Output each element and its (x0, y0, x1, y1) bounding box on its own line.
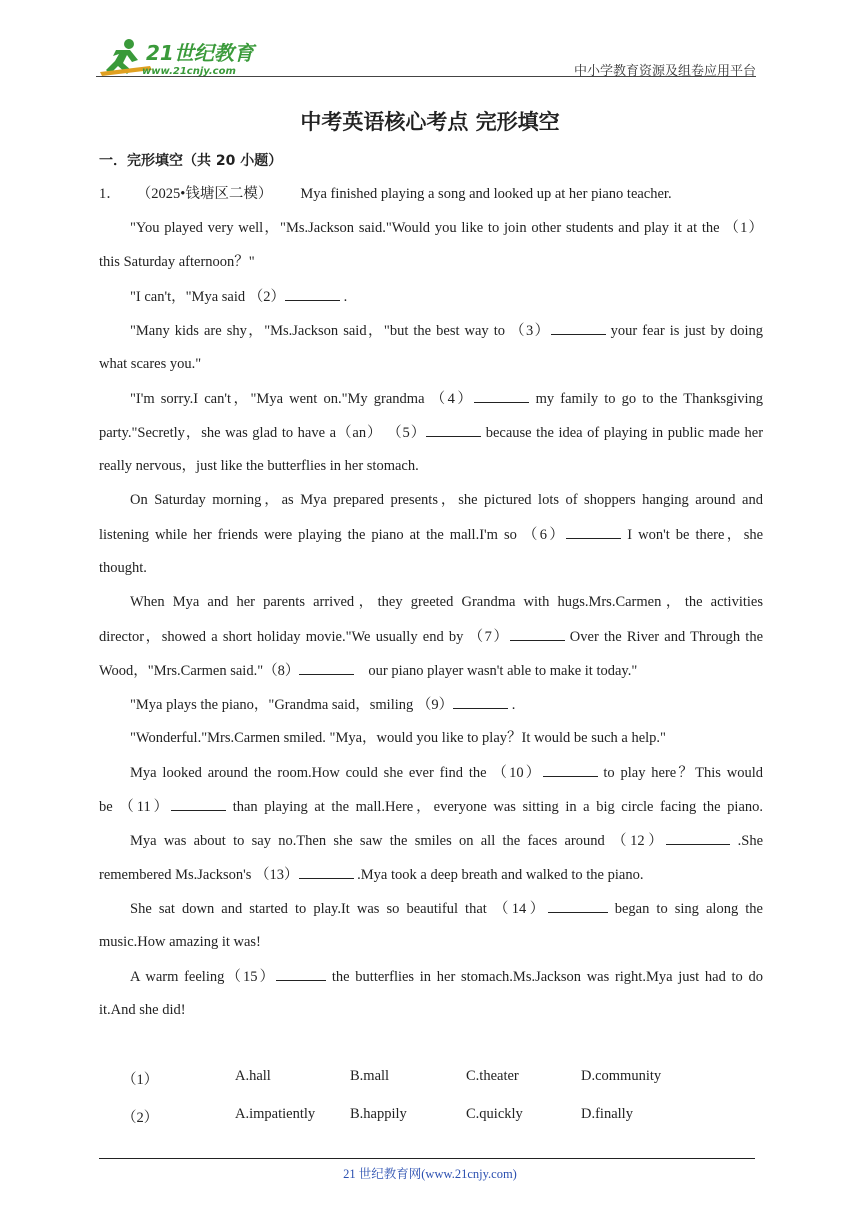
header-platform-text: 中小学教育资源及组卷应用平台 (573, 64, 756, 79)
option-d[interactable]: D.finally (581, 1106, 633, 1122)
passage-text: Mya was about to say no.Then she saw the smiles on all the faces around (130, 833, 605, 849)
blank-number: （4） (430, 391, 475, 407)
passage-text: On Saturday morning，as Mya prepared presents，she pictured lots of shoppers hanging around and (130, 492, 763, 508)
passage-text: When Mya and her parents arrived，they greeted Grandma with hugs.Mrs.Carmen，the activities (130, 594, 763, 610)
passage-text: A warm feeling (130, 969, 225, 985)
option-c[interactable]: C.theater (466, 1068, 519, 1084)
passage-text: be (99, 799, 113, 815)
passage-text: .Mya took a deep breath and walked to the piano. (357, 867, 644, 883)
passage-line (99, 1000, 763, 1020)
answer-blank[interactable] (666, 830, 730, 845)
option-a[interactable]: A.hall (235, 1068, 271, 1084)
answer-blank[interactable] (510, 626, 565, 641)
passage-text: music.How amazing it was! (99, 934, 261, 950)
passage-text: the butterflies in her stomach.Ms.Jackson was right.Mya just had to do (331, 969, 763, 985)
passage-line (99, 252, 763, 272)
answer-blank[interactable] (426, 422, 481, 437)
passage-line (130, 218, 763, 238)
option-row (0, 1106, 860, 1128)
passage-text: "I can't，"Mya said (130, 289, 246, 305)
passage-text: Over the River and Through the (569, 629, 764, 645)
page-title: 中考英语核心考点 完形填空 (300, 110, 560, 134)
passage-line (130, 898, 763, 919)
blank-number: （15） (224, 969, 277, 985)
passage-line (99, 456, 763, 476)
blank-number: （3） (510, 323, 551, 339)
passage-text: "You played very well，"Ms.Jackson said."Would you like to join other students and play it at the (130, 220, 720, 236)
option-b[interactable]: B.mall (350, 1068, 390, 1084)
passage-text: She sat down and started to play.It was so beautiful that (130, 901, 487, 917)
passage-text: listening while her friends were playing the piano at the mall.I'm so (99, 527, 517, 543)
passage-text: because the idea of playing in public made her (485, 425, 764, 441)
passage-text: really nervous，just like the butterflies in her stomach. (99, 458, 419, 474)
blank-number: （10） (492, 765, 543, 781)
question-number: 1． (99, 186, 121, 202)
passage-text: than playing at the mall.Here，everyone was sitting in a big circle facing the piano. (232, 799, 764, 815)
passage-text: thought. (99, 560, 147, 576)
passage-line (99, 524, 763, 545)
passage-text: began to sing along the (614, 901, 763, 917)
option-c[interactable]: C.quickly (466, 1106, 523, 1122)
passage-text: to play here？This would (603, 765, 764, 781)
passage-line (130, 286, 763, 307)
passage-text: . (511, 697, 516, 713)
blank-number: （8） (263, 663, 300, 679)
passage-text: "Mya plays the piano，"Grandma said，smiling (130, 697, 414, 713)
blank-number: （1） (724, 220, 764, 236)
passage-line (130, 490, 763, 510)
answer-blank[interactable] (543, 762, 598, 777)
answer-blank[interactable] (566, 524, 621, 539)
passage-line (130, 762, 763, 783)
passage-text: this Saturday afternoon？" (99, 254, 255, 270)
blank-number: （2） (248, 289, 285, 305)
blank-number: （6） (522, 527, 567, 543)
answer-blank[interactable] (453, 694, 508, 709)
passage-line (130, 592, 763, 612)
logo-text: 21世纪教育 (146, 41, 254, 65)
blank-number: （12） (612, 833, 667, 849)
passage-text: it.And she did! (99, 1002, 186, 1018)
passage-text: Wood，"Mrs.Carmen said." (99, 663, 264, 679)
answer-blank[interactable] (171, 796, 226, 811)
passage-line (99, 660, 763, 681)
passage-line (130, 320, 763, 341)
answer-blank[interactable] (285, 286, 340, 301)
passage-text: "Wonderful."Mrs.Carmen smiled. "Mya，would you like to play？It would be such a help." (130, 730, 666, 746)
passage-line (99, 796, 763, 817)
passage-text: my family to go to the Thanksgiving (535, 391, 764, 407)
passage-text: "I'm sorry.I can't，"Mya went on."My grandma (130, 391, 425, 407)
passage-line (130, 694, 763, 715)
answer-blank[interactable] (299, 660, 354, 675)
passage-text: Mya finished playing a song and looked up at her piano teacher. (300, 186, 672, 202)
passage-text: Mya looked around the room.How could she ever find the (130, 765, 487, 781)
passage-line (130, 388, 763, 409)
passage-line (130, 728, 763, 748)
passage-text: what scares you." (99, 356, 202, 372)
passage-text: "Many kids are shy，"Ms.Jackson said，"but the best way to (130, 323, 505, 339)
option-row (0, 1068, 860, 1090)
passage-text: director，showed a short holiday movie."We usually end by (99, 629, 464, 645)
question-line (99, 184, 763, 204)
passage-text: remembered Ms.Jackson's (99, 867, 252, 883)
blank-number: （11） (119, 799, 172, 815)
blank-number: （13） (255, 867, 299, 883)
passage-text: your fear is just by doing (610, 323, 764, 339)
option-number: （2） (122, 1110, 159, 1126)
passage-line (99, 932, 763, 952)
passage-text: I won't be there，she (627, 527, 764, 543)
option-d[interactable]: D.community (581, 1068, 662, 1084)
blank-number: （14） (493, 901, 548, 917)
answer-blank[interactable] (276, 966, 326, 981)
answer-blank[interactable] (299, 864, 354, 879)
blank-number: （9） (416, 697, 454, 713)
passage-text: party."Secretly，she was glad to have a（an） (99, 425, 383, 441)
passage-text: . (343, 289, 348, 305)
passage-line (99, 422, 763, 443)
passage-line (99, 626, 763, 647)
passage-text: .She (737, 833, 763, 849)
page-header (96, 30, 756, 78)
option-number: （1） (122, 1072, 159, 1088)
logo (96, 36, 266, 78)
passage-line (130, 830, 763, 851)
answer-blank[interactable] (474, 388, 529, 403)
passage-line (99, 558, 763, 578)
footer-text: 21 世纪教育网(www.21cnjy.com) (343, 1167, 517, 1181)
blank-number: （5） (387, 425, 427, 441)
passage-line (130, 966, 763, 987)
question-source: （2025•钱塘区二模） (136, 186, 273, 202)
option-b[interactable]: B.happily (350, 1106, 407, 1122)
answer-blank[interactable] (548, 898, 608, 913)
blank-number: （7） (468, 629, 510, 645)
logo-url-text: www.21cnjy.com (142, 66, 236, 77)
answer-blank[interactable] (551, 320, 606, 335)
option-a[interactable]: A.impatiently (235, 1106, 316, 1122)
passage-line (99, 354, 763, 374)
passage-text: our piano player wasn't able to make it today." (368, 663, 638, 679)
header-divider (96, 76, 756, 77)
passage-line (99, 864, 763, 885)
footer-divider (99, 1158, 755, 1159)
section-heading: 一．完形填空（共 20 小题） (99, 153, 283, 169)
